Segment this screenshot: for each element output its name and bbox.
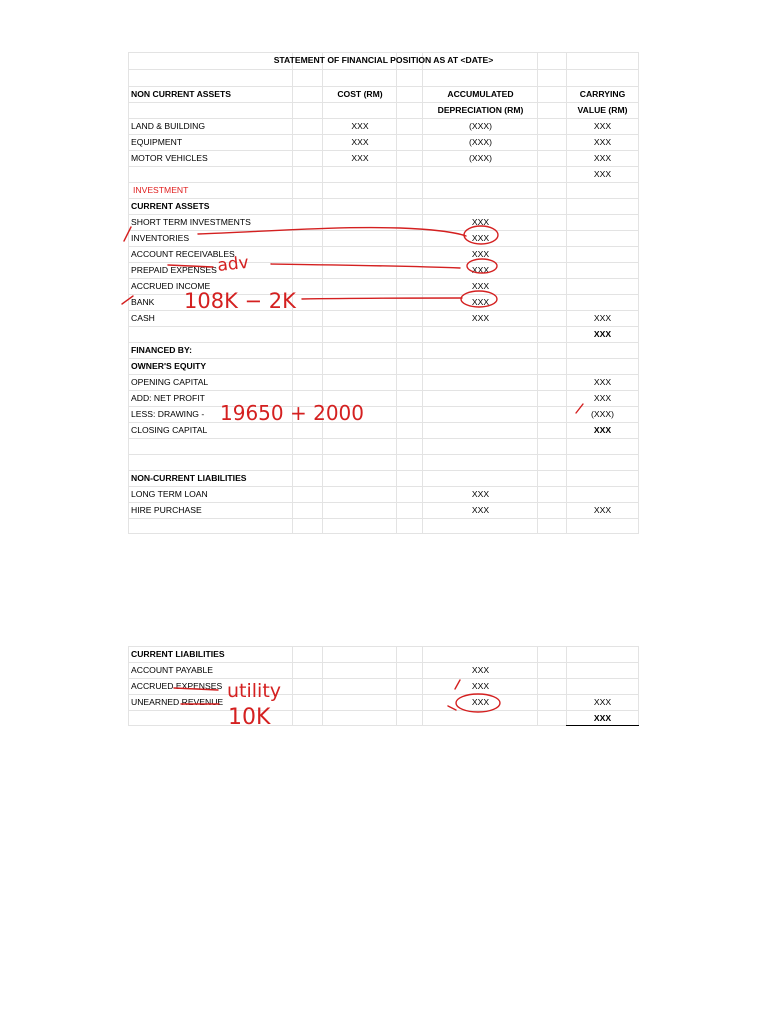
asset-value: XXX <box>471 313 490 323</box>
bank-tick <box>122 296 133 304</box>
row-label: CLOSING CAPITAL <box>131 425 208 435</box>
accrued-strike <box>174 688 218 690</box>
prepaid-circle <box>467 259 497 273</box>
owners-equity-heading: OWNER'S EQUITY <box>131 361 207 371</box>
row-label: ADD: NET PROFIT <box>131 393 205 403</box>
total-assets: XXX <box>593 329 612 339</box>
row-label: OPENING CAPITAL <box>131 377 209 387</box>
carry-value: XXX <box>593 393 612 403</box>
row-label: LONG TERM LOAN <box>131 489 208 499</box>
asset-value: XXX <box>471 297 490 307</box>
inventories-circle <box>464 226 498 244</box>
dep-value: (XXX) <box>469 153 492 163</box>
cost-header: COST (RM) <box>337 89 383 99</box>
inventories-tick <box>124 227 131 241</box>
financed-by-heading: FINANCED BY: <box>131 345 192 355</box>
row-label: LESS: DRAWING - <box>131 409 205 419</box>
asset-value: XXX <box>471 281 490 291</box>
row-label: UNEARNED REVENUE <box>131 697 224 707</box>
asset-value: XXX <box>471 233 490 243</box>
row-label: EQUIPMENT <box>131 137 183 147</box>
closing-capital-value: XXX <box>593 425 612 435</box>
carry-header-1: CARRYING <box>579 89 626 99</box>
carry-value: XXX <box>593 697 612 707</box>
asset-value: XXX <box>471 249 490 259</box>
row-label: MOTOR VEHICLES <box>131 153 208 163</box>
accrued-handnote: utility <box>227 680 282 702</box>
current-assets-heading: CURRENT ASSETS <box>131 201 210 211</box>
cl-heading: CURRENT LIABILITIES <box>131 649 225 659</box>
cost-value: XXX <box>351 137 369 147</box>
nca-total: XXX <box>593 169 612 179</box>
liability-value: XXX <box>471 681 490 691</box>
bank-arrow-line <box>302 298 462 299</box>
cost-value: XXX <box>351 153 369 163</box>
carry-value: XXX <box>593 505 612 515</box>
row-label: ACCRUED INCOME <box>131 281 211 291</box>
investment-label: INVESTMENT <box>133 185 189 195</box>
carry-value: XXX <box>593 137 612 147</box>
accum-header-1: ACCUMULATED <box>447 89 514 99</box>
liability-value: XXX <box>471 665 490 675</box>
statement-title: STATEMENT OF FINANCIAL POSITION AS AT <DATE> <box>273 55 494 65</box>
asset-value: XXX <box>471 217 490 227</box>
carry-value: XXX <box>593 121 612 131</box>
prepaid-handnote: adv <box>216 252 250 276</box>
prepaid-strike <box>168 265 213 267</box>
ncl-heading: NON-CURRENT LIABILITIES <box>131 473 247 483</box>
nca-heading: NON CURRENT ASSETS <box>131 89 231 99</box>
carry-value: XXX <box>593 153 612 163</box>
cl-total: XXX <box>593 713 612 723</box>
row-label: PREPAID EXPENSES <box>131 265 217 275</box>
carry-header-2: VALUE (RM) <box>577 105 628 115</box>
dep-value: (XXX) <box>469 137 492 147</box>
bank-circle <box>461 291 497 307</box>
unearned-circle <box>456 694 500 712</box>
row-label: ACCOUNT PAYABLE <box>131 665 213 675</box>
row-label: HIRE PURCHASE <box>131 505 202 515</box>
row-label: CASH <box>131 313 155 323</box>
unearned-handnote: 10K <box>228 705 271 730</box>
cost-value: XXX <box>351 121 369 131</box>
asset-value: XXX <box>471 265 490 275</box>
row-label: ACCOUNT RECEIVABLES <box>131 249 235 259</box>
carry-value: XXX <box>593 313 612 323</box>
unearned-hook <box>448 706 456 710</box>
row-label: INVENTORIES <box>131 233 190 243</box>
dep-value: (XXX) <box>469 121 492 131</box>
drawing-tick <box>576 404 583 413</box>
carry-value: (XXX) <box>591 409 614 419</box>
liability-value: XXX <box>471 489 490 499</box>
row-label: LAND & BUILDING <box>131 121 206 131</box>
row-label: ACCRUED EXPENSES <box>131 681 223 691</box>
carry-value: XXX <box>593 377 612 387</box>
liability-value: XXX <box>471 505 490 515</box>
accum-header-2: DEPRECIATION (RM) <box>437 105 524 115</box>
inventories-arrow-line <box>198 228 466 236</box>
bank-handnote: 108K − 2K <box>184 289 296 313</box>
accrued-tick <box>455 680 460 689</box>
row-label: BANK <box>131 297 155 307</box>
prepaid-arrow-line <box>271 264 460 268</box>
row-label: SHORT TERM INVESTMENTS <box>131 217 251 227</box>
drawing-handnote: 19650 + 2000 <box>220 401 364 425</box>
liability-value: XXX <box>471 697 490 707</box>
